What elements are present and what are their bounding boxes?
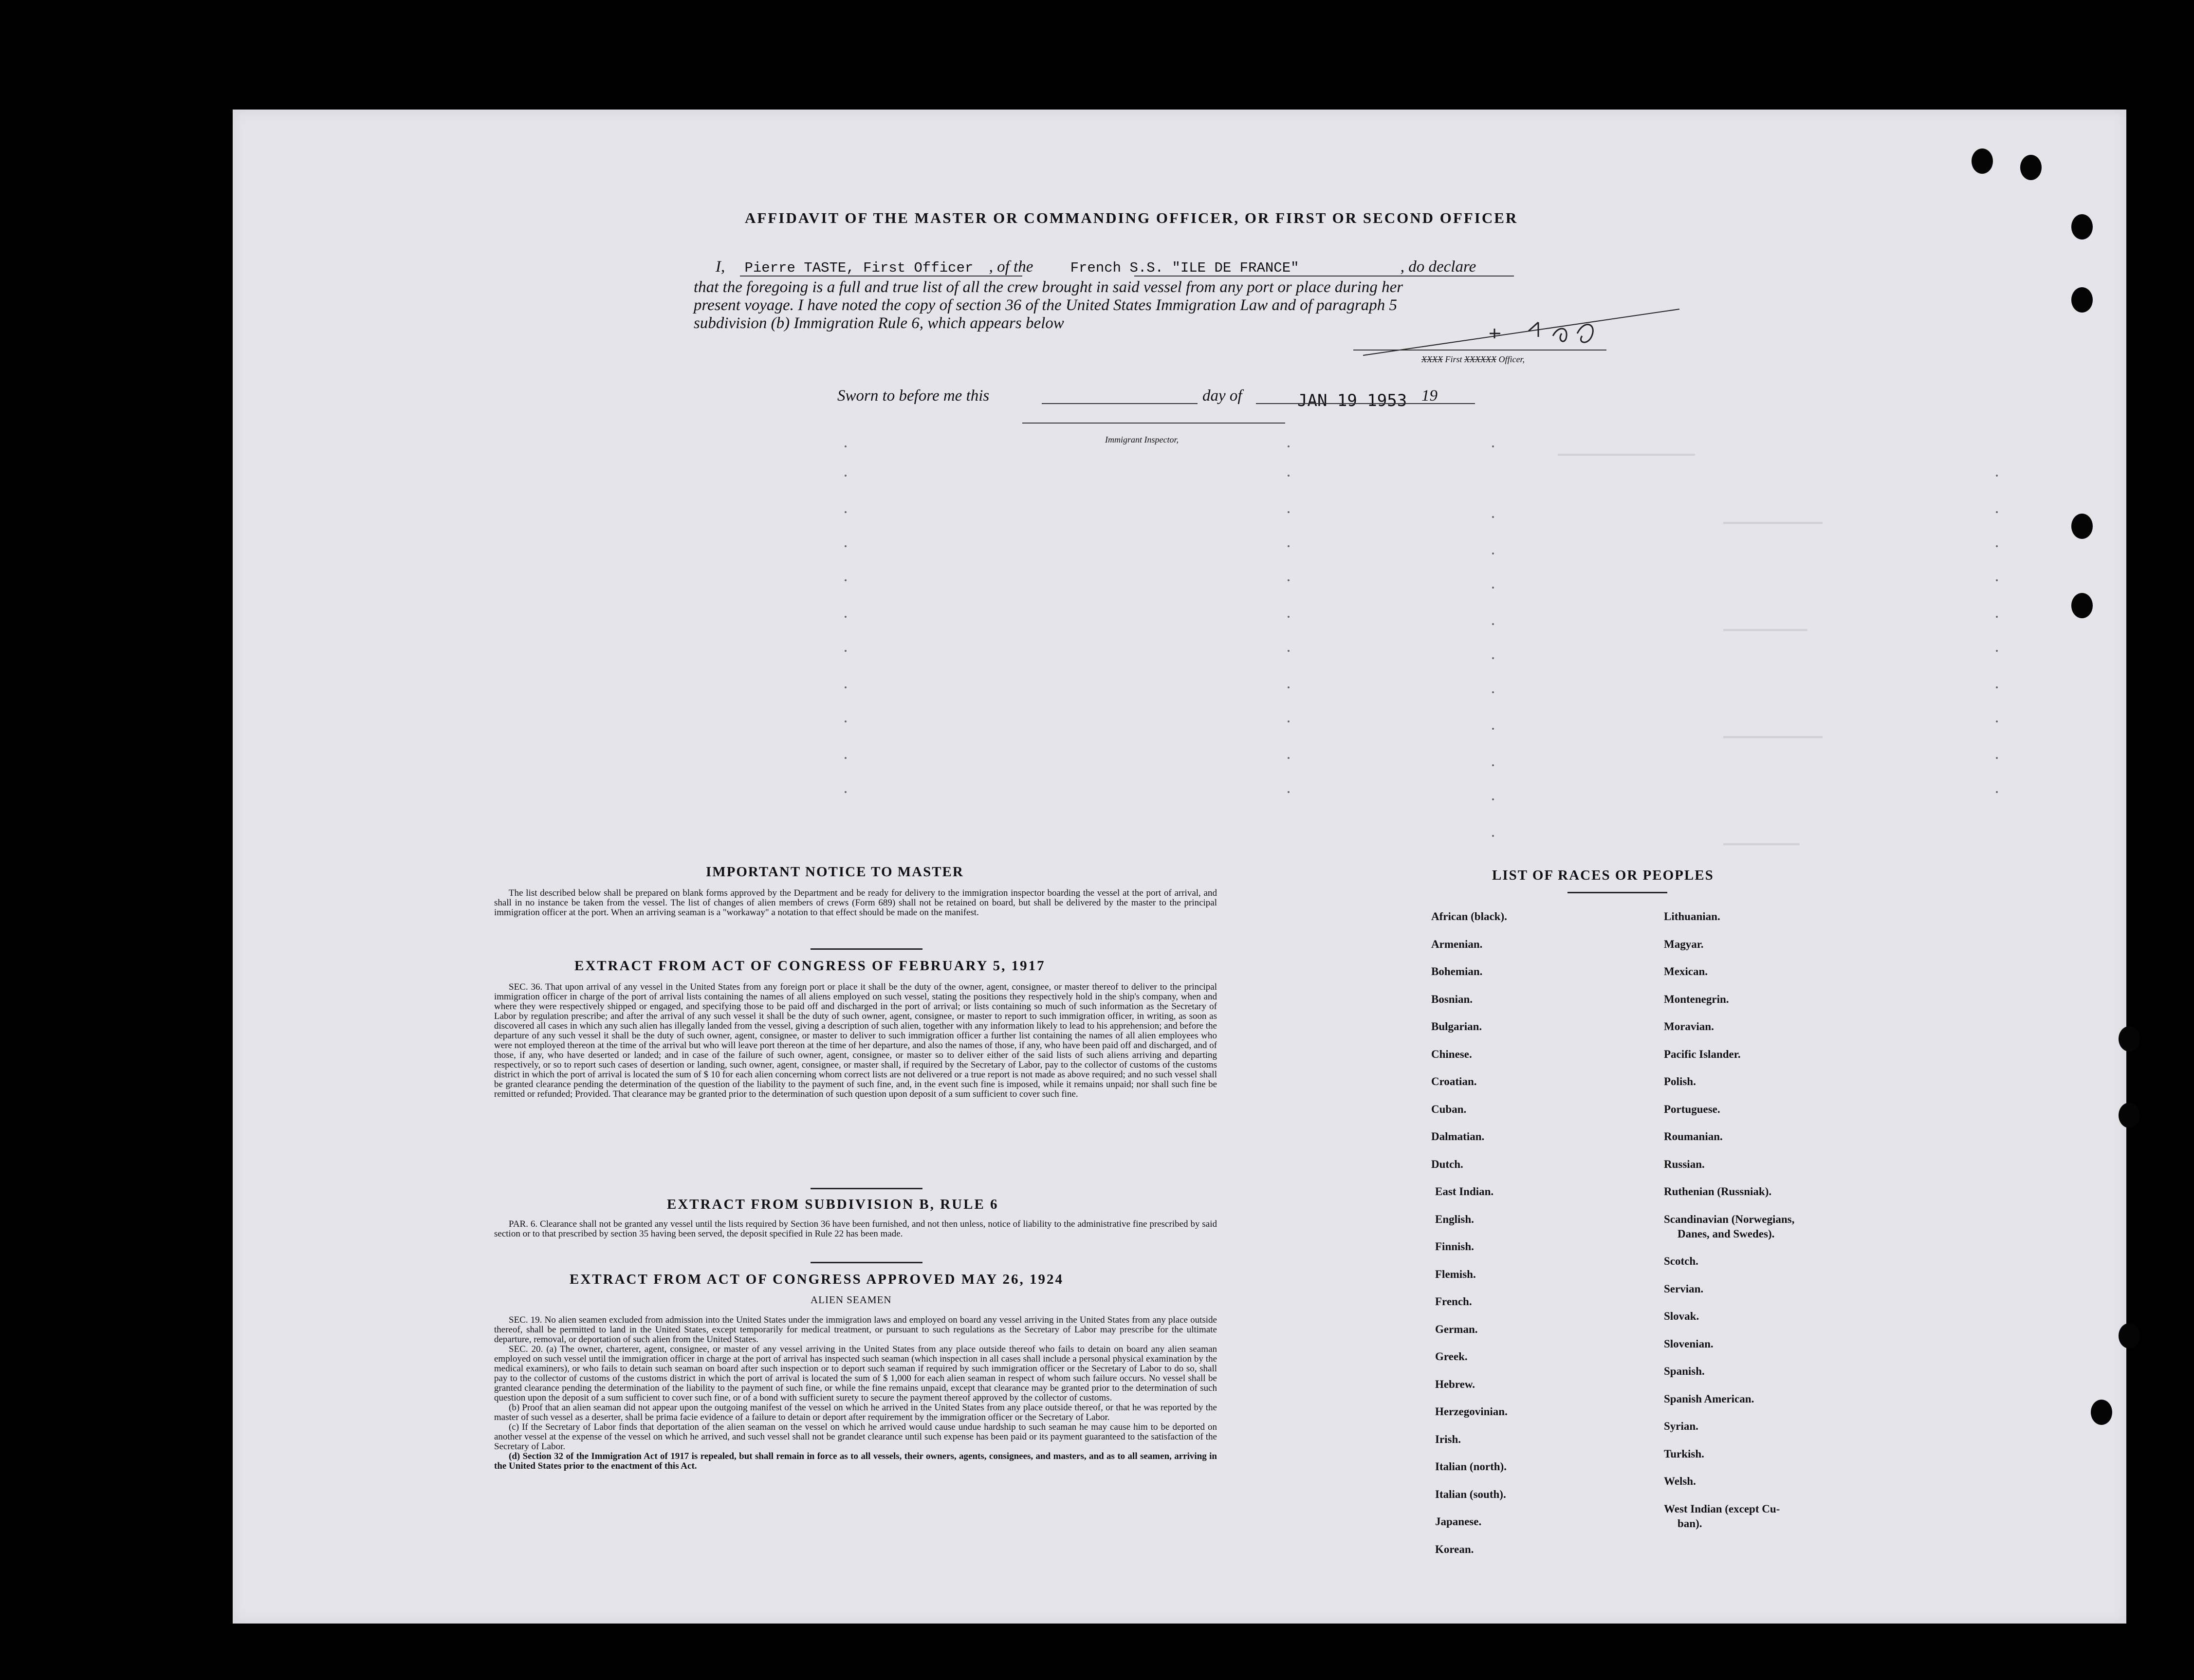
race-item: Danes, and Swedes). xyxy=(1678,1228,1775,1240)
caption-officer: Officer, xyxy=(1498,354,1525,364)
race-item: Roumanian. xyxy=(1664,1130,1723,1143)
race-item: Turkish. xyxy=(1664,1448,1704,1460)
bleed-through-text: ━━━━━━━━━━━ xyxy=(1723,624,1807,638)
race-item: Bohemian. xyxy=(1431,965,1483,978)
race-item: Servian. xyxy=(1664,1283,1704,1295)
bleed-through-text: ━━━━━━━━━━ xyxy=(1723,838,1800,852)
race-item: Croatian. xyxy=(1431,1075,1477,1088)
signature-line xyxy=(1353,350,1606,351)
race-item: Slovenian. xyxy=(1664,1338,1714,1350)
race-item: Spanish. xyxy=(1664,1365,1705,1377)
section-divider xyxy=(1567,892,1667,893)
races-title: LIST OF RACES OR PEOPLES xyxy=(1492,868,1714,883)
section-divider xyxy=(811,948,922,950)
name-line xyxy=(740,276,1022,277)
act-1917-paragraph: SEC. 36. That upon arrival of any vessel in the United States from any foreign port or place it shall be the duty of the owner, agent, consignee, or master thereof to deliver to the principal immigration officer in charge of the port of arrival lists containing the names of all aliens employed on such vessel, stating the positions they respectively hold in the ship's company, when and where they were respectively shipped or engaged, and specifying those to be paid off and discharged in the port of arrival; or lists containing so much of such information as the Secretary of Labor by regulation prescribe; and after the arrival of any such vessel it shall be the duty of such owner, agent, consignee, or master to report to such immigration officer, in writing, as soon as discovered all cases in which any such alien has illegally landed from the vessel, giving a description of such alien, together with any information likely to lead to his apprehension; and before the departure of any such vessel it shall be the duty of such owner, agent, consignee, or master to deliver to such immigration officer a further list containing the names of all alien employees who were not employed thereon at the time of the arrival but who will leave port thereon at the time of her departure, and also the names of those, if any, who have been paid off and discharged, and of those, if any, who have deserted or landed; and in case of the failure of such owner, agent, consignee, or master so to deliver either of the said lists of such aliens arriving and departing respectively, or so to report such cases of desertion or landing, such owner, agent, consignee, or master shall, if required by the Secretary of Labor, pay to the collector of customs of the customs district in which the port of arrival is located the sum of $ 10 for each alien concerning whom correct lists are not delivered or a true report is not made as above required; and no such vessel shall be granted clearance pending the determination of the question of the liability to the payment of such fine, and, in the event such fine is imposed, while it remains unpaid; nor shall such fine be remitted or refunded; Provided. That clearance may be granted prior to the determination of such question upon deposit of a sum sufficient to cover such fine. xyxy=(494,982,1217,1099)
act-1917-text xyxy=(494,982,1217,1099)
race-item: Dutch. xyxy=(1431,1158,1463,1170)
race-item: Herzegovinian. xyxy=(1435,1405,1508,1418)
race-item: Pacific Islander. xyxy=(1664,1048,1741,1060)
race-item: Greek. xyxy=(1435,1350,1468,1363)
sec-19-paragraph: SEC. 19. No alien seamen excluded from admission into the United States under the immigration laws and employed on board any vessel arriving in the United States from any place outside thereof, shall be permitted to land in the United States, except temporarily for medical treatment, or pursuant to such regulations as the Secretary of Labor may prescribe for the ultimate departure, removal, or deportation of such alien from the United States. xyxy=(494,1315,1217,1345)
affidavit-line-4: subdivision (b) Immigration Rule 6, which appears below xyxy=(694,314,1064,332)
caption-first: First xyxy=(1445,354,1462,364)
race-item: English. xyxy=(1435,1213,1474,1225)
race-item: Chinese. xyxy=(1431,1048,1472,1060)
punch-hole xyxy=(2071,593,2093,618)
struck-text: XXXXXX xyxy=(1464,354,1496,364)
race-item: Bulgarian. xyxy=(1431,1020,1482,1033)
rule-6-text xyxy=(494,1219,1217,1239)
sec-20a-paragraph: SEC. 20. (a) The owner, charterer, agent, consignee, or master of any vessel arriving in the United States from any place outside thereof who fails to detain on board any alien seaman employed on such vessel until the immigration officer in charge at the port of arrival has inspected such seaman (which inspection in all cases shall include a personal physical examination by the medical examiners), or who fails to detain such seaman on board after such inspection or to deport such seaman if required by such immigration officer or the Secretary of Labor to do so, shall pay to the collector of customs of the customs district in which the port of arrival is located the sum of $ 1,000 for each alien seaman in respect of whom such failure occurs. No vessel shall be granted clearance pending the determination of the liability to the payment of such fine, or while the fine remains unpaid, except that clearance may be granted prior to the determination of such question upon the deposit of a sum sufficient to cover such fine, or of a bond with sufficient surety to secure the payment thereof approved by the collector of customs. xyxy=(494,1344,1217,1403)
date-stamp: JAN 19 1953 xyxy=(1297,391,1407,410)
notice-paragraph: The list described below shall be prepared on blank forms approved by the Department and be ready for delivery to the immigration inspector boarding the vessel at the port of arrival, and shall in no instance be taken from the vessel. The list of changes of alien members of crews (Form 689) shall not be retained on board, but shall be delivered by the master to the principal immigration officer at the port. When an arriving seaman is a "workaway" a notation to that effect should be made on the manifest. xyxy=(494,888,1217,918)
affidavit-line-2: that the foregoing is a full and true list of all the crew brought in said vessel from any port or place during her xyxy=(694,278,1403,296)
inspector-label: Immigrant Inspector, xyxy=(1105,435,1179,444)
punch-hole xyxy=(2071,214,2093,240)
race-item: Mexican. xyxy=(1664,965,1708,978)
declare-label: , do declare xyxy=(1400,258,1476,276)
race-item: Scandinavian (Norwegians, xyxy=(1664,1213,1795,1225)
sec-20b-paragraph: (b) Proof that an alien seaman did not appear upon the outgoing manifest of the vessel on which he arrived in the United States from any place outside thereof, or that he was reported by the master of such vessel as a deserter, shall be prima facie evidence of a failure to detain or deport after requirement by the immigration officer or the Secretary of Labor. xyxy=(494,1403,1217,1422)
inspector-line xyxy=(1022,423,1285,424)
race-item: Irish. xyxy=(1435,1433,1461,1445)
race-item: Welsh. xyxy=(1664,1475,1696,1487)
race-item: German. xyxy=(1435,1323,1478,1335)
race-item: Flemish. xyxy=(1435,1268,1476,1280)
race-item: Russian. xyxy=(1664,1158,1705,1170)
of-the-label: , of the xyxy=(989,258,1033,276)
rule-6-paragraph: PAR. 6. Clearance shall not be granted any vessel until the lists required by Section 36 have been furnished, and not then unless, notice of liability to the administrative fine prescribed by said section or to that prescribed by section 35 having been served, the deposit specified in Rule 22 has been made. xyxy=(494,1219,1217,1239)
section-divider xyxy=(811,1188,922,1189)
affidavit-line-1 xyxy=(716,258,1476,276)
section-divider xyxy=(811,1262,922,1263)
race-item: Magyar. xyxy=(1664,938,1704,950)
punch-hole xyxy=(2119,1323,2140,1348)
punch-hole xyxy=(2091,1400,2112,1425)
bleed-through-text: ━━━━━━━━━━━━━ xyxy=(1723,517,1823,531)
punch-hole xyxy=(2071,514,2093,539)
vessel-line xyxy=(1134,276,1514,277)
race-item: Hebrew. xyxy=(1435,1378,1475,1390)
bleed-through-text: ━━━━━━━━━━━━━━━━━━ xyxy=(1558,448,1695,463)
officer-name: Pierre TASTE, First Officer xyxy=(744,260,974,276)
affidavit-line-3: present voyage. I have noted the copy of section 36 of the United States Immigration Law and of paragraph 5 xyxy=(694,296,1398,314)
race-item: Cuban. xyxy=(1431,1103,1467,1115)
race-item: Armenian. xyxy=(1431,938,1483,950)
act-1917-title: EXTRACT FROM ACT OF CONGRESS OF FEBRUARY 5, 1917 xyxy=(574,958,1046,974)
bleed-through-text: ━━━━━━━━━━━━━ xyxy=(1723,731,1823,745)
rule-6-title: EXTRACT FROM SUBDIVISION B, RULE 6 xyxy=(667,1197,999,1212)
punch-hole xyxy=(2119,1103,2140,1128)
notice-text xyxy=(494,888,1217,918)
race-item: Finnish. xyxy=(1435,1240,1474,1253)
signature-caption xyxy=(1421,354,1525,365)
punch-hole xyxy=(1972,148,1993,174)
race-item: West Indian (except Cu- xyxy=(1664,1503,1780,1515)
race-item: Slovak. xyxy=(1664,1310,1699,1322)
date-line xyxy=(1256,403,1475,404)
year-prefix: 19 xyxy=(1421,387,1438,405)
race-item: ban). xyxy=(1678,1517,1702,1530)
day-of-label: day of xyxy=(1202,387,1242,405)
race-item: French. xyxy=(1435,1295,1472,1308)
race-item: Korean. xyxy=(1435,1543,1474,1555)
race-item: Montenegrin. xyxy=(1664,993,1729,1005)
race-item: East Indian. xyxy=(1435,1185,1494,1198)
race-item: Polish. xyxy=(1664,1075,1696,1088)
punch-hole xyxy=(2020,155,2042,180)
race-item: Ruthenian (Russniak). xyxy=(1664,1185,1772,1198)
sec-20c-paragraph: (c) If the Secretary of Labor finds that deportation of the alien seaman on the vessel on which he arrived would cause undue hardship to such seaman he may cause him to be deported on another vessel at the expense of the vessel on which he arrived, and such vessel shall not be grandet clearance until such expense has been paid or its payment guaranteed to the satisfaction of the Secretary of Labor. xyxy=(494,1422,1217,1452)
act-1924-subtitle: ALIEN SEAMEN xyxy=(811,1294,892,1306)
sec-20d-paragraph: (d) Section 32 of the Immigration Act of 1917 is repealed, but shall remain in force as to all vessels, their owners, agents, consignees, and masters, and as to all seamen, arriving in the United States prior to the enactment of this Act. xyxy=(494,1451,1217,1471)
punch-hole xyxy=(2119,1026,2140,1052)
race-item: Japanese. xyxy=(1435,1515,1482,1528)
race-item: African (black). xyxy=(1431,910,1507,923)
race-item: Dalmatian. xyxy=(1431,1130,1485,1143)
punch-hole xyxy=(2071,287,2093,313)
day-line xyxy=(1042,403,1198,404)
vessel-name: French S.S. "ILE DE FRANCE" xyxy=(1070,260,1299,276)
act-1924-text xyxy=(494,1315,1217,1471)
race-item: Moravian. xyxy=(1664,1020,1714,1033)
struck-text: XXXX xyxy=(1421,354,1443,364)
race-item: Lithuanian. xyxy=(1664,910,1720,923)
race-item: Portuguese. xyxy=(1664,1103,1720,1115)
notice-title: IMPORTANT NOTICE TO MASTER xyxy=(706,864,964,880)
race-item: Italian (north). xyxy=(1435,1460,1507,1473)
affidavit-title: AFFIDAVIT OF THE MASTER OR COMMANDING OFFICER, OR FIRST OR SECOND OFFICER xyxy=(745,209,1518,226)
race-item: Scotch. xyxy=(1664,1255,1698,1267)
race-item: Bosnian. xyxy=(1431,993,1473,1005)
race-item: Spanish American. xyxy=(1664,1393,1754,1405)
race-item: Italian (south). xyxy=(1435,1488,1506,1500)
race-item: Syrian. xyxy=(1664,1420,1698,1432)
sworn-label: Sworn to before me this xyxy=(837,387,990,405)
act-1924-title: EXTRACT FROM ACT OF CONGRESS APPROVED MAY 26, 1924 xyxy=(570,1272,1064,1287)
affidavit-intro: I, xyxy=(716,258,725,276)
